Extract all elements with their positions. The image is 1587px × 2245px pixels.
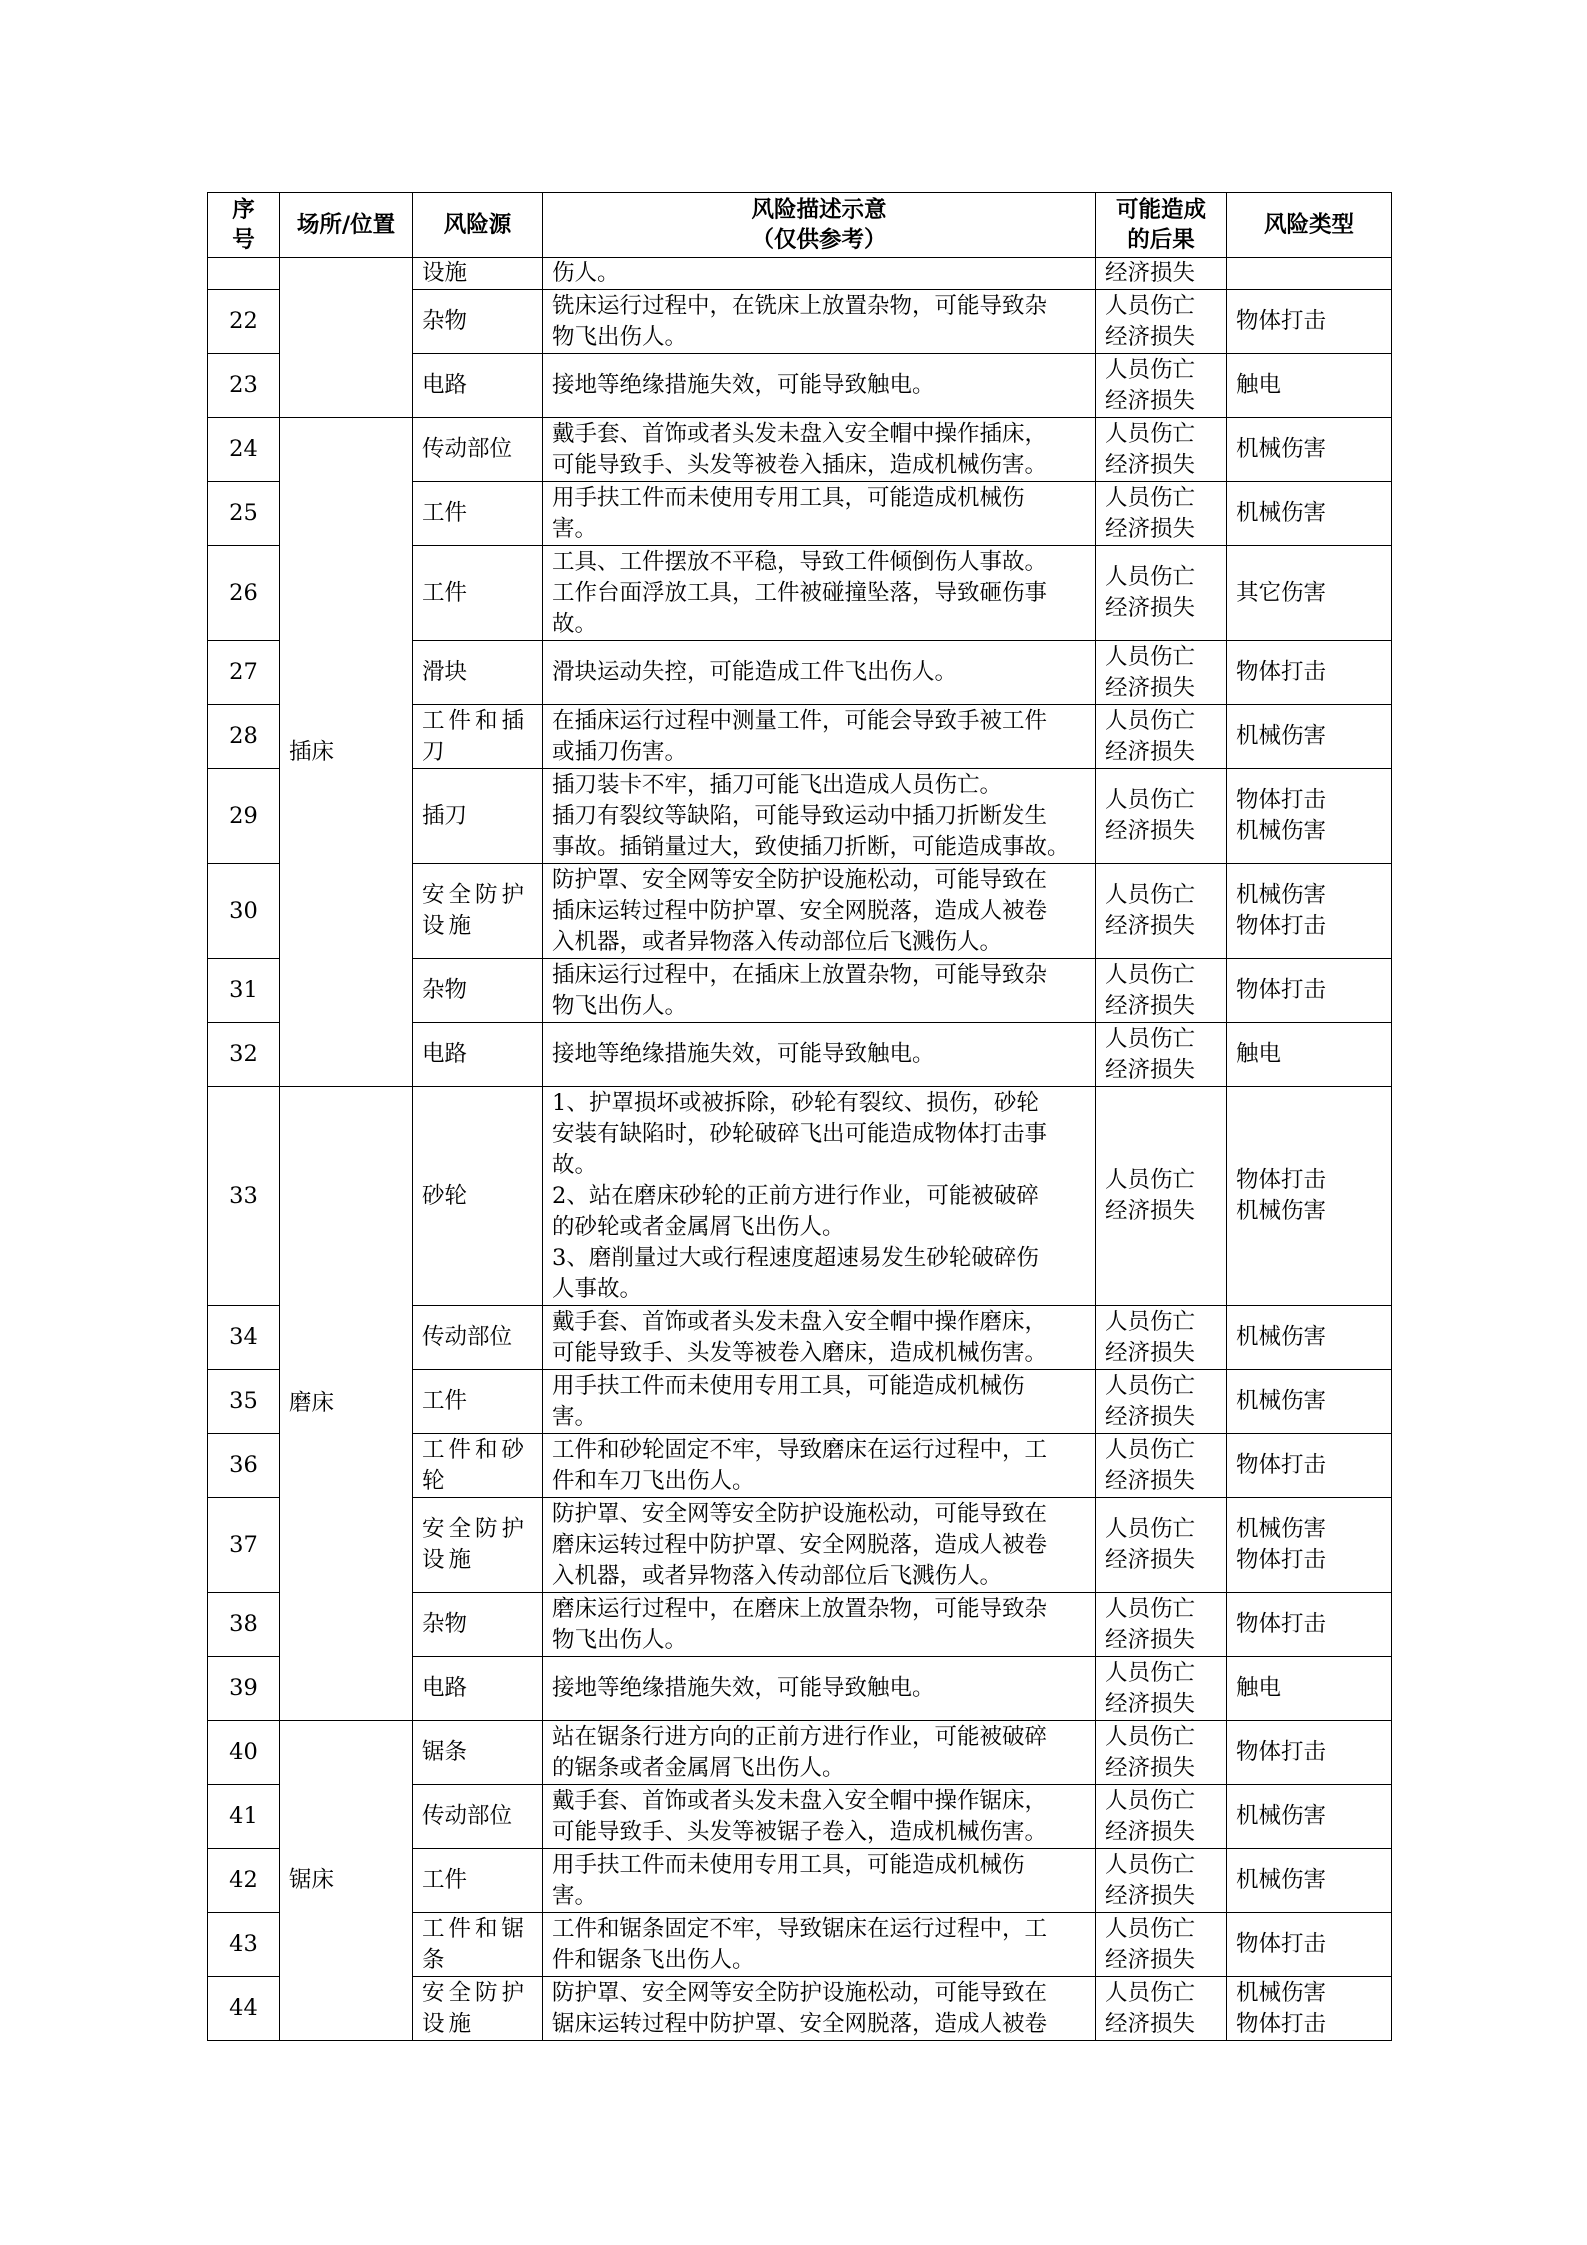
consequence-cell [1096,705,1227,769]
risk-type-cell [1227,769,1392,864]
cell-line: 机械伤害 [1236,1324,1327,1350]
cell-line: 经济损失 [1105,1946,1196,1973]
cell-line: 插床运行过程中，在插床上放置杂物，可能导致杂 [552,961,1048,988]
header-consequence: 可能造成 的后果 [1096,193,1227,258]
cell-line: 锯条 [422,1739,468,1765]
cell-line: 件和锯条飞出伤人。 [552,1946,755,1973]
cell-line: 可能导致手、头发等被卷入磨床，造成机械伤害。 [552,1339,1048,1366]
cell-line: 经济损失 [1105,323,1196,350]
cell-line: 人员伤亡 [1105,1595,1196,1622]
table-row [208,1721,1392,1785]
risk-source-cell [413,1977,543,2041]
risk-type-cell [1227,1849,1392,1913]
cell-line: 的锯条或者金属屑飞出伤人。 [552,1754,845,1781]
cell-line: 用手扶工件而未使用专用工具，可能造成机械伤 [552,484,1025,511]
cell-line: 害。 [552,515,598,542]
risk-source-cell [413,418,543,482]
cell-line: 磨床运转过程中防护罩、安全网脱落，造成人被卷 [552,1531,1048,1558]
cell-line: 安全防护 [422,1979,529,2006]
cell-line: 入机器，或者异物落入传动部位后飞溅伤人。 [552,928,1003,955]
row-number: 36 [208,1434,280,1498]
cell-line: 工件和砂轮固定不牢，导致磨床在运行过程中，工 [552,1436,1048,1463]
risk-description-cell [543,1913,1096,1977]
cell-line: 机械伤害 [1236,1979,1327,2006]
cell-line: 机械伤害 [1236,1803,1327,1829]
cell-line: 设施 [422,1547,476,1573]
cell-line: 经济损失 [1105,515,1196,542]
cell-line: 工件和锯 [422,1915,529,1942]
cell-line: 防护罩、安全网等安全防护设施松动，可能导致在 [552,866,1048,893]
risk-type-cell [1227,1913,1392,1977]
cell-line: 人员伤亡 [1105,787,1196,813]
cell-line: 伤人。 [552,260,620,286]
row-number: 28 [208,705,280,769]
cell-line: 人员伤亡 [1105,1436,1196,1463]
cell-line: 或插刀伤害。 [552,738,688,765]
risk-type-cell [1227,1023,1392,1087]
cell-line: 轮 [422,1467,449,1494]
row-number: 42 [208,1849,280,1913]
cell-line: 插刀 [422,802,468,829]
cell-line: 经济损失 [1105,738,1196,765]
cell-line: 经济损失 [1105,1467,1196,1494]
risk-source-cell [413,1306,543,1370]
cell-line: 磨床运行过程中，在磨床上放置杂物，可能导致杂 [552,1595,1048,1622]
risk-description-cell [543,1593,1096,1657]
cell-line: 戴手套、首饰或者头发未盘入安全帽中操作磨床， [552,1308,1048,1335]
cell-line: 人员伤亡 [1105,1787,1196,1814]
cell-line: 工件和锯条固定不牢，导致锯床在运行过程中，工 [552,1915,1048,1942]
row-number: 35 [208,1370,280,1434]
consequence-cell [1096,1434,1227,1498]
cell-line: 设施 [422,260,468,286]
cell-line: 经济损失 [1105,387,1196,414]
header-location: 场所/位置 [280,193,413,258]
risk-source-cell [413,546,543,641]
row-number: 29 [208,769,280,864]
cell-line: 传动部位 [422,1324,513,1350]
cell-line: 物飞出伤人。 [552,1626,688,1653]
cell-line: 3、磨削量过大或行程速度超速易发生砂轮破碎伤 [552,1244,1039,1271]
cell-line: 工件 [422,1867,468,1893]
consequence-cell [1096,1785,1227,1849]
risk-source-cell [413,1721,543,1785]
row-number: 38 [208,1593,280,1657]
cell-line: 经济损失 [1105,1403,1196,1430]
cell-line: 件和车刀飞出伤人。 [552,1467,755,1494]
cell-line: 机械伤害 [1236,500,1327,526]
cell-line: 戴手套、首饰或者头发未盘入安全帽中操作锯床， [552,1787,1048,1814]
cell-line: 经济损失 [1105,1754,1196,1781]
consequence-cell [1096,1849,1227,1913]
cell-line: 可能导致手、头发等被锯子卷入，造成机械伤害。 [552,1818,1048,1845]
cell-line: 机械伤害 [1236,1198,1327,1224]
consequence-cell [1096,418,1227,482]
risk-type-cell [1227,1721,1392,1785]
cell-line: 刀 [422,738,449,765]
cell-line: 安全防护 [422,882,529,908]
row-number: 43 [208,1913,280,1977]
consequence-cell [1096,482,1227,546]
cell-line: 人员伤亡 [1105,356,1196,383]
cell-line: 人员伤亡 [1105,1516,1196,1542]
cell-line: 工件 [422,579,468,606]
cell-line: 入机器，或者异物落入传动部位后飞溅伤人。 [552,1562,1003,1589]
cell-line: 传动部位 [422,1803,513,1829]
cell-line: 物飞出伤人。 [552,992,688,1019]
cell-line: 人员伤亡 [1105,1025,1196,1052]
row-number [208,258,280,290]
consequence-cell [1096,1657,1227,1721]
row-number: 31 [208,959,280,1023]
risk-description-cell [543,1721,1096,1785]
cell-line: 机械伤害 [1236,436,1327,462]
consequence-cell [1096,354,1227,418]
consequence-cell [1096,1023,1227,1087]
risk-source-cell [413,354,543,418]
risk-description-cell [543,290,1096,354]
row-number: 41 [208,1785,280,1849]
risk-description-cell [543,418,1096,482]
consequence-cell [1096,864,1227,959]
cell-line: 经济损失 [1105,674,1196,701]
cell-line: 站在锯条行进方向的正前方进行作业，可能被破碎 [552,1723,1048,1750]
cell-line: 经济损失 [1105,1882,1196,1909]
row-number: 37 [208,1498,280,1593]
cell-line: 触电 [1236,1675,1282,1701]
consequence-cell [1096,1087,1227,1306]
cell-line: 工件和插 [422,707,529,734]
header-source: 风险源 [413,193,543,258]
cell-line: 经济损失 [1105,1198,1196,1224]
risk-type-cell [1227,546,1392,641]
risk-source-cell [413,769,543,864]
cell-line: 电路 [422,1675,468,1701]
header-description: 风险描述示意 （仅供参考） [543,193,1096,258]
cell-line: 物体打击 [1236,1931,1327,1957]
row-number: 40 [208,1721,280,1785]
cell-line: 物体打击 [1236,2010,1327,2037]
risk-description-cell [543,864,1096,959]
location-cell: 锯床 [280,1721,413,2041]
cell-line: 物飞出伤人。 [552,323,688,350]
risk-description-cell [543,641,1096,705]
cell-line: 滑块 [422,659,468,685]
risk-source-cell [413,1498,543,1593]
header-risk-type: 风险类型 [1227,193,1392,258]
cell-line: 杂物 [422,977,468,1003]
cell-line: 机械伤害 [1236,1516,1327,1542]
cell-line: 经济损失 [1105,260,1196,286]
cell-line: 经济损失 [1105,992,1196,1019]
cell-line: 物体打击 [1236,659,1327,685]
risk-source-cell [413,1370,543,1434]
risk-description-cell [543,258,1096,290]
risk-type-cell [1227,1434,1392,1498]
cell-line: 工件 [422,500,468,526]
cell-line: 经济损失 [1105,1339,1196,1366]
risk-source-cell [413,258,543,290]
cell-line: 机械伤害 [1236,1867,1327,1893]
cell-line: 事故。插销量过大，致使插刀折断，可能造成事故。 [552,833,1070,860]
cell-line: 物体打击 [1236,1611,1327,1637]
risk-type-cell [1227,1087,1392,1306]
risk-type-cell [1227,354,1392,418]
cell-line: 在插床运行过程中测量工件，可能会导致手被工件 [552,707,1048,734]
location-cell [280,258,413,418]
cell-line: 经济损失 [1105,1626,1196,1653]
risk-description-cell [543,1434,1096,1498]
cell-line: 插刀有裂纹等缺陷，可能导致运动中插刀折断发生 [552,802,1048,829]
consequence-cell [1096,1913,1227,1977]
table-row [208,258,1392,290]
cell-line: 害。 [552,1403,598,1430]
cell-line: 人员伤亡 [1105,292,1196,319]
risk-source-cell [413,1593,543,1657]
cell-line: 接地等绝缘措施失效，可能导致触电。 [552,372,935,398]
cell-line: 人员伤亡 [1105,1723,1196,1750]
cell-line: 机械伤害 [1236,1388,1327,1414]
cell-line: 物体打击 [1236,913,1327,939]
cell-line: 接地等绝缘措施失效，可能导致触电。 [552,1675,935,1701]
row-number: 32 [208,1023,280,1087]
risk-description-cell [543,959,1096,1023]
consequence-cell [1096,546,1227,641]
cell-line: 触电 [1236,372,1282,398]
cell-line: 砂轮 [422,1182,468,1209]
risk-source-cell [413,1913,543,1977]
cell-line: 工具、工件摆放不平稳，导致工件倾倒伤人事故。 [552,548,1048,575]
consequence-cell [1096,959,1227,1023]
location-cell: 插床 [280,418,413,1087]
cell-line: 电路 [422,1041,468,1067]
cell-line: 经济损失 [1105,1690,1196,1717]
cell-line: 滑块运动失控，可能造成工件飞出伤人。 [552,659,958,685]
cell-line: 机械伤害 [1236,723,1327,749]
cell-line: 工件和砂 [422,1436,529,1463]
cell-line: 防护罩、安全网等安全防护设施松动，可能导致在 [552,1500,1048,1527]
risk-description-cell [543,769,1096,864]
cell-line: 用手扶工件而未使用专用工具，可能造成机械伤 [552,1851,1025,1878]
consequence-cell [1096,1370,1227,1434]
cell-line: 害。 [552,1882,598,1909]
risk-type-cell [1227,1370,1392,1434]
cell-line: 机械伤害 [1236,818,1327,844]
cell-line: 人员伤亡 [1105,1372,1196,1399]
consequence-cell [1096,1721,1227,1785]
cell-line: 机械伤害 [1236,882,1327,908]
cell-line: 人员伤亡 [1105,1851,1196,1878]
cell-line: 物体打击 [1236,308,1327,334]
cell-line: 物体打击 [1236,1452,1327,1478]
cell-line: 物体打击 [1236,1547,1327,1573]
risk-type-cell [1227,482,1392,546]
cell-line: 经济损失 [1105,913,1196,939]
location-cell: 磨床 [280,1087,413,1721]
cell-line: 其它伤害 [1236,579,1327,606]
cell-line: 工作台面浮放工具，工件被碰撞坠落，导致砸伤事 [552,579,1048,606]
cell-line: 安装有缺陷时，砂轮破碎飞出可能造成物体打击事 [552,1120,1048,1147]
row-number: 27 [208,641,280,705]
risk-type-cell [1227,864,1392,959]
cell-line: 物体打击 [1236,1739,1327,1765]
risk-type-cell [1227,418,1392,482]
risk-source-cell [413,482,543,546]
cell-line: 工件 [422,1388,468,1414]
cell-line: 防护罩、安全网等安全防护设施松动，可能导致在 [552,1979,1048,2006]
cell-line: 人员伤亡 [1105,1308,1196,1335]
cell-line: 电路 [422,372,468,398]
cell-line: 物体打击 [1236,787,1327,813]
cell-line: 杂物 [422,308,468,334]
cell-line: 可能导致手、头发等被卷入插床，造成机械伤害。 [552,451,1048,478]
cell-line: 用手扶工件而未使用专用工具，可能造成机械伤 [552,1372,1025,1399]
cell-line: 接地等绝缘措施失效，可能导致触电。 [552,1041,935,1067]
risk-type-cell [1227,1306,1392,1370]
row-number: 26 [208,546,280,641]
row-number: 39 [208,1657,280,1721]
risk-source-cell [413,1023,543,1087]
cell-line: 传动部位 [422,436,513,462]
risk-description-cell [543,1370,1096,1434]
risk-type-cell [1227,1498,1392,1593]
cell-line: 经济损失 [1105,451,1196,478]
row-number: 34 [208,1306,280,1370]
cell-line: 人员伤亡 [1105,420,1196,447]
risk-type-cell [1227,1785,1392,1849]
risk-type-cell [1227,258,1392,290]
risk-description-cell [543,705,1096,769]
cell-line: 2、站在磨床砂轮的正前方进行作业，可能被破碎 [552,1182,1039,1209]
risk-description-cell [543,546,1096,641]
cell-line: 杂物 [422,1611,468,1637]
risk-source-cell [413,1849,543,1913]
cell-line: 触电 [1236,1041,1282,1067]
header-num: 序 号 [208,193,280,258]
row-number: 22 [208,290,280,354]
risk-description-cell [543,354,1096,418]
row-number: 24 [208,418,280,482]
cell-line: 锯床运转过程中防护罩、安全网脱落，造成人被卷 [552,2010,1048,2037]
risk-type-cell [1227,1657,1392,1721]
risk-source-cell [413,1785,543,1849]
cell-line: 故。 [552,610,598,637]
consequence-cell [1096,1498,1227,1593]
risk-table [207,192,1392,2041]
cell-line: 安全防护 [422,1516,529,1542]
risk-source-cell [413,290,543,354]
row-number: 44 [208,1977,280,2041]
cell-line: 设施 [422,2010,476,2037]
risk-source-cell [413,641,543,705]
risk-description-cell [543,1498,1096,1593]
cell-line: 经济损失 [1105,1818,1196,1845]
cell-line: 物体打击 [1236,977,1327,1003]
row-number: 25 [208,482,280,546]
header-row [208,193,1392,258]
risk-description-cell [543,1657,1096,1721]
cell-line: 经济损失 [1105,1547,1196,1573]
cell-line: 经济损失 [1105,2010,1196,2037]
row-number: 23 [208,354,280,418]
risk-description-cell [543,1977,1096,2041]
table-row [208,1087,1392,1306]
cell-line: 人员伤亡 [1105,1659,1196,1686]
cell-line: 插床运转过程中防护罩、安全网脱落，造成人被卷 [552,897,1048,924]
cell-line: 1、护罩损坏或被拆除，砂轮有裂纹、损伤，砂轮 [552,1089,1039,1116]
cell-line: 人员伤亡 [1105,484,1196,511]
cell-line: 人员伤亡 [1105,961,1196,988]
risk-type-cell [1227,290,1392,354]
cell-line: 插刀装卡不牢，插刀可能飞出造成人员伤亡。 [552,771,1003,798]
cell-line: 物体打击 [1236,1167,1327,1193]
cell-line: 经济损失 [1105,1056,1196,1083]
cell-line: 人员伤亡 [1105,1915,1196,1942]
risk-description-cell [543,1087,1096,1306]
cell-line: 铣床运行过程中，在铣床上放置杂物，可能导致杂 [552,292,1048,319]
risk-description-cell [543,1785,1096,1849]
row-number: 33 [208,1087,280,1306]
cell-line: 故。 [552,1151,598,1178]
consequence-cell [1096,769,1227,864]
risk-type-cell [1227,641,1392,705]
consequence-cell [1096,258,1227,290]
consequence-cell [1096,641,1227,705]
cell-line: 的砂轮或者金属屑飞出伤人。 [552,1213,845,1240]
cell-line: 人事故。 [552,1275,643,1302]
risk-source-cell [413,864,543,959]
risk-description-cell [543,1849,1096,1913]
cell-line: 经济损失 [1105,595,1196,621]
risk-description-cell [543,482,1096,546]
risk-type-cell [1227,959,1392,1023]
risk-source-cell [413,1657,543,1721]
cell-line: 经济损失 [1105,818,1196,844]
risk-type-cell [1227,1593,1392,1657]
cell-line: 人员伤亡 [1105,1167,1196,1193]
risk-description-cell [543,1023,1096,1087]
cell-line: 戴手套、首饰或者头发未盘入安全帽中操作插床， [552,420,1048,447]
risk-source-cell [413,1434,543,1498]
cell-line: 人员伤亡 [1105,882,1196,908]
table-row [208,418,1392,482]
row-number: 30 [208,864,280,959]
cell-line: 人员伤亡 [1105,707,1196,734]
cell-line: 设施 [422,913,476,939]
consequence-cell [1096,1306,1227,1370]
risk-source-cell [413,705,543,769]
cell-line: 条 [422,1946,449,1973]
cell-line: 人员伤亡 [1105,643,1196,670]
risk-source-cell [413,959,543,1023]
risk-source-cell [413,1087,543,1306]
consequence-cell [1096,1593,1227,1657]
risk-description-cell [543,1306,1096,1370]
cell-line: 人员伤亡 [1105,564,1196,590]
risk-type-cell [1227,1977,1392,2041]
risk-type-cell [1227,705,1392,769]
cell-line: 人员伤亡 [1105,1979,1196,2006]
consequence-cell [1096,1977,1227,2041]
consequence-cell [1096,290,1227,354]
